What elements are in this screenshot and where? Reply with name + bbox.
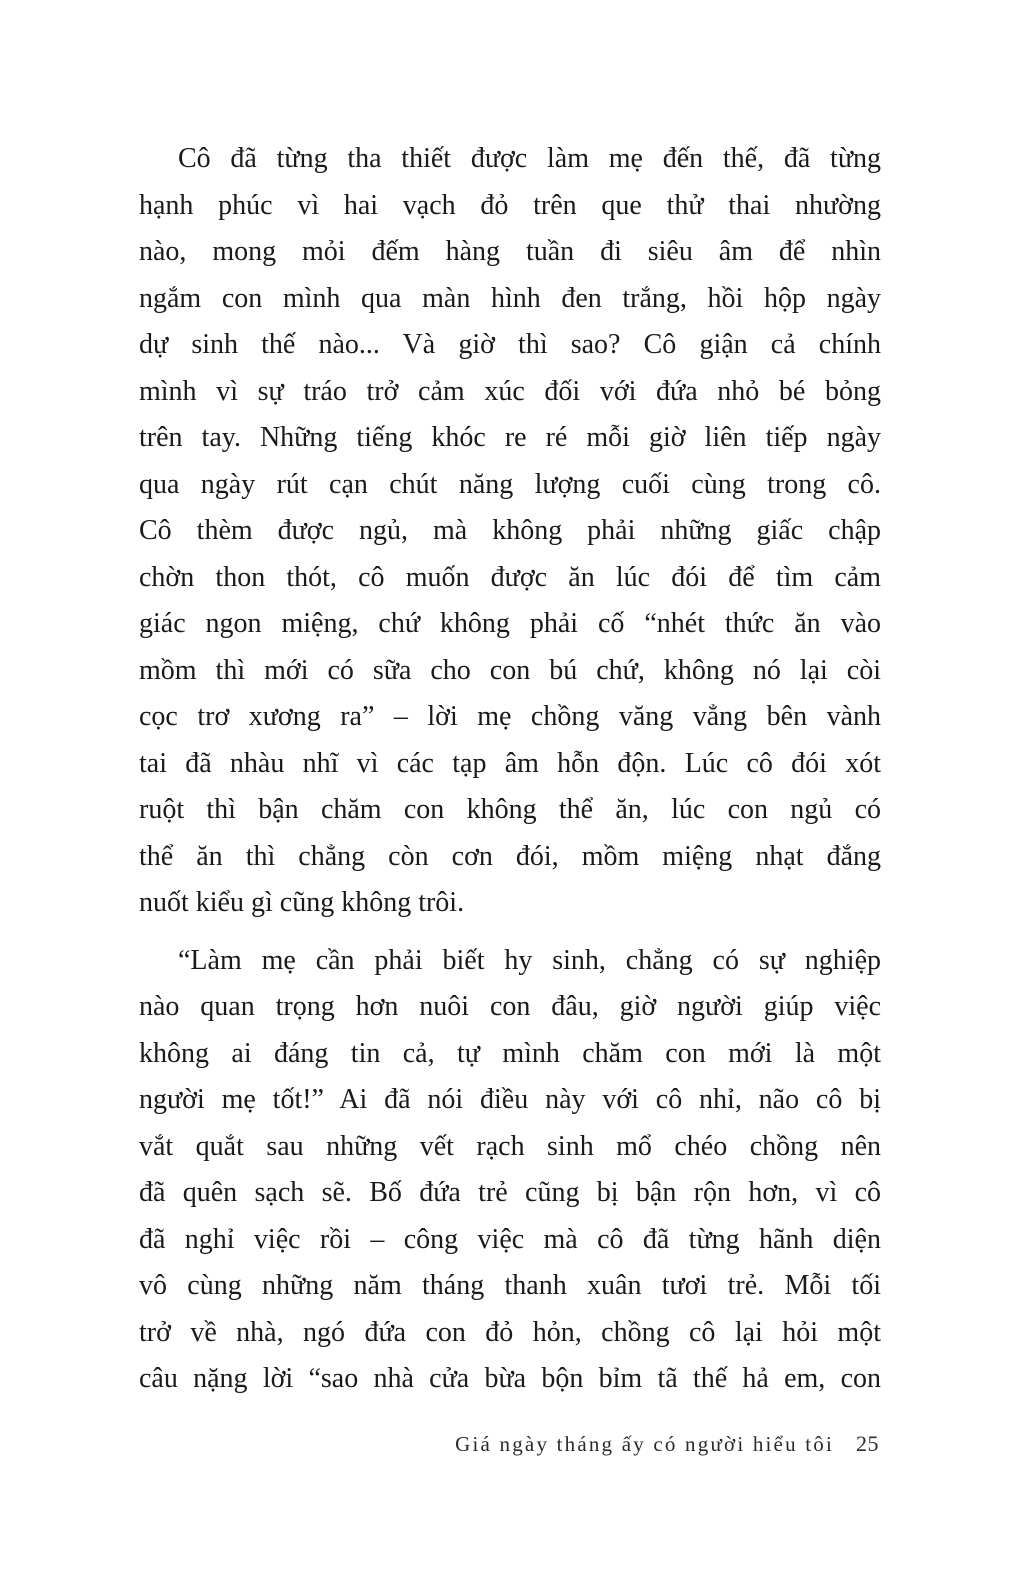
paragraph-1 [139, 136, 881, 927]
text-line: qua ngày rút cạn chút năng lượng cuối cùng trong cô. [139, 468, 881, 500]
text-line: vô cùng những năm tháng thanh xuân tươi trẻ. Mỗi tối [139, 1270, 881, 1301]
text-line: cọc trơ xương ra” – lời mẹ chồng văng vẳng bên vành [139, 701, 881, 732]
text-line: mồm thì mới có sữa cho con bú chứ, không nó lại còi [139, 654, 881, 686]
page-footer [139, 1424, 879, 1464]
text-line: câu nặng lời “sao nhà cửa bừa bộn bỉm tã thế hả em, con [139, 1363, 881, 1394]
text-line: không ai đáng tin cả, tự mình chăm con mới là một [139, 1037, 881, 1069]
text-line: chờn thon thót, cô muốn được ăn lúc đói để tìm cảm [139, 561, 881, 593]
text-line: trên tay. Những tiếng khóc re ré mỗi giờ liên tiếp ngày [139, 422, 881, 453]
text-line: mình vì sự tráo trở cảm xúc đối với đứa nhỏ bé bỏng [139, 375, 881, 407]
text-line: “Làm mẹ cần phải biết hy sinh, chẳng có sự nghiệp [178, 944, 881, 976]
text-line: Cô đã từng tha thiết được làm mẹ đến thế, đã từng [178, 143, 881, 174]
text-line: đã nghỉ việc rồi – công việc mà cô đã từng hãnh diện [139, 1223, 881, 1255]
text-line: trở về nhà, ngó đứa con đỏ hỏn, chồng cô lại hỏi một [139, 1316, 881, 1348]
text-line: giác ngon miệng, chứ không phải cố “nhét thức ăn vào [139, 608, 881, 639]
text-line: người mẹ tốt!” Ai đã nói điều này với cô nhỉ, não cô bị [139, 1084, 881, 1115]
text-line: tai đã nhàu nhĩ vì các tạp âm hỗn độn. Lúc cô đói xót [139, 747, 881, 779]
text-line: hạnh phúc vì hai vạch đỏ trên que thử thai nhường [139, 189, 881, 221]
text-line: nào, mong mỏi đếm hàng tuần đi siêu âm để nhìn [139, 236, 881, 267]
running-title: Giá ngày tháng ấy có người hiểu tôi [455, 1431, 834, 1456]
text-line: nuốt kiểu gì cũng không trôi. [139, 887, 465, 918]
body-text [139, 136, 881, 1403]
page-number: 25 [856, 1431, 879, 1456]
text-line: ruột thì bận chăm con không thể ăn, lúc con ngủ có [139, 794, 881, 825]
text-line: thể ăn thì chẳng còn cơn đói, mồm miệng nhạt đắng [139, 840, 881, 872]
text-line: vắt quắt sau những vết rạch sinh mổ chéo chồng nên [139, 1130, 881, 1162]
text-line: Cô thèm được ngủ, mà không phải những giấc chập [139, 515, 881, 546]
text-line: dự sinh thế nào... Và giờ thì sao? Cô giận cả chính [139, 329, 881, 360]
text-line: đã quên sạch sẽ. Bố đứa trẻ cũng bị bận rộn hơn, vì cô [139, 1177, 881, 1208]
text-line: nào quan trọng hơn nuôi con đâu, giờ người giúp việc [139, 991, 881, 1022]
paragraph-2 [139, 938, 881, 1403]
text-line: ngắm con mình qua màn hình đen trắng, hồi hộp ngày [139, 282, 881, 314]
